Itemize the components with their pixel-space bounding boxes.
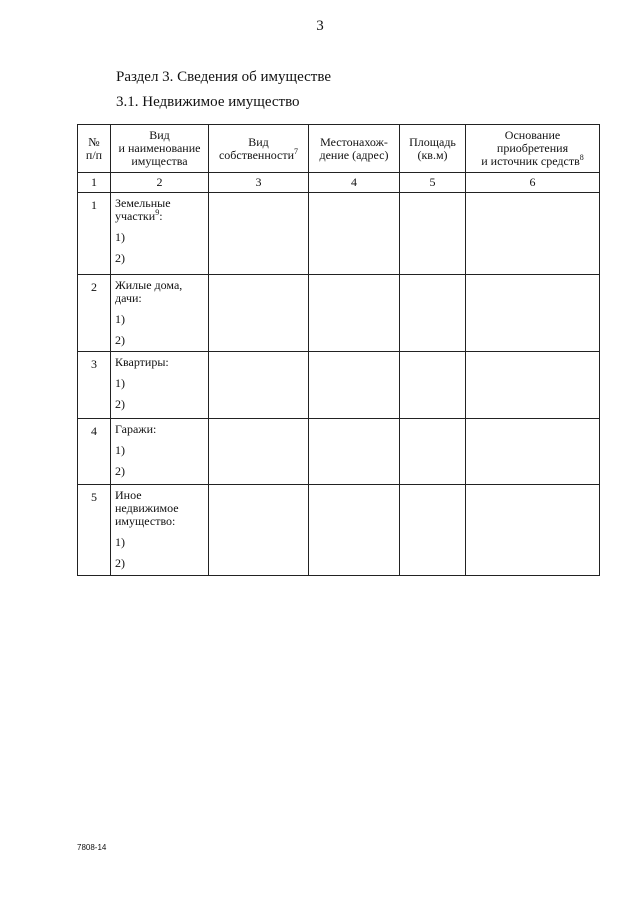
column-number: 2 [111, 173, 209, 193]
area-cell[interactable] [400, 419, 466, 485]
column-number-row [78, 173, 600, 193]
sub-item-2: 2) [115, 251, 125, 265]
header-number [78, 125, 111, 173]
footnote-ref: 8 [579, 153, 584, 162]
location-cell[interactable] [309, 419, 400, 485]
sub-item-1: 1) [115, 376, 125, 390]
sub-item-2: 2) [115, 397, 125, 411]
ownership-cell[interactable] [209, 193, 309, 275]
basis-cell[interactable] [466, 419, 600, 485]
row-number: 1 [78, 193, 111, 275]
section-title: Раздел 3. Сведения об имуществе [116, 69, 331, 85]
property-type-label: Гаражи: [115, 422, 157, 436]
header-text: Площадь [409, 134, 456, 149]
sub-item-2: 2) [115, 333, 125, 347]
header-text: (кв.м) [417, 147, 448, 162]
area-cell[interactable] [400, 275, 466, 352]
label-line: недвижимое [115, 501, 179, 515]
label-line: Земельные [115, 196, 171, 210]
location-cell[interactable] [309, 485, 400, 576]
property-type-cell[interactable] [111, 485, 209, 576]
label-line: имущество: [115, 514, 176, 528]
basis-cell[interactable] [466, 275, 600, 352]
header-text: и источник средств [481, 154, 580, 168]
footer-code: 7808-14 [77, 843, 107, 852]
row-number: 3 [78, 352, 111, 419]
real-estate-table [77, 124, 600, 576]
label-line: Иное [115, 488, 142, 502]
ownership-cell[interactable] [209, 275, 309, 352]
table-row [78, 275, 600, 352]
row-number: 2 [78, 275, 111, 352]
ownership-cell[interactable] [209, 352, 309, 419]
header-text: Вид [149, 128, 170, 142]
header-text: Местонахож- [320, 134, 388, 149]
sub-item-2: 2) [115, 464, 125, 478]
property-type-cell[interactable] [111, 419, 209, 485]
location-cell[interactable] [309, 275, 400, 352]
header-text: п/п [85, 147, 103, 162]
header-property-type [111, 125, 209, 173]
property-type-label: Квартиры: [115, 355, 169, 369]
label-suffix: : [159, 209, 163, 223]
subsection-title: 3.1. Недвижимое имущество [116, 94, 300, 110]
sub-item-1: 1) [115, 443, 125, 457]
header-ownership [209, 125, 309, 173]
header-location [309, 125, 400, 173]
basis-cell[interactable] [466, 485, 600, 576]
property-type-cell[interactable] [111, 193, 209, 275]
property-type-label [115, 197, 204, 223]
page-number: 3 [316, 18, 324, 34]
area-cell[interactable] [400, 352, 466, 419]
header-area [400, 125, 466, 173]
row-number: 5 [78, 485, 111, 576]
sub-item-1: 1) [115, 312, 125, 326]
sub-item-1: 1) [115, 535, 125, 549]
footnote-ref: 9 [155, 208, 160, 217]
header-text: приобретения [496, 141, 569, 155]
table-row [78, 419, 600, 485]
column-number: 1 [78, 173, 111, 193]
table-row [78, 352, 600, 419]
column-number: 5 [400, 173, 466, 193]
area-cell[interactable] [400, 485, 466, 576]
label-line: участки [115, 209, 156, 223]
label-line: дачи: [115, 291, 142, 305]
property-type-cell[interactable] [111, 275, 209, 352]
header-basis [466, 125, 600, 173]
property-type-label [115, 279, 204, 305]
column-number: 3 [209, 173, 309, 193]
header-text: имущества [131, 154, 188, 168]
location-cell[interactable] [309, 352, 400, 419]
header-text: Вид [248, 134, 269, 149]
ownership-cell[interactable] [209, 485, 309, 576]
column-number: 4 [309, 173, 400, 193]
table-header-row [78, 125, 600, 173]
sub-item-1: 1) [115, 230, 125, 244]
header-text: № [88, 134, 100, 149]
column-number: 6 [466, 173, 600, 193]
property-type-cell[interactable] [111, 352, 209, 419]
header-text: дение (адрес) [319, 147, 389, 162]
ownership-cell[interactable] [209, 419, 309, 485]
header-text: собственности [218, 147, 295, 162]
location-cell[interactable] [309, 193, 400, 275]
header-text: Основание [504, 128, 561, 142]
sub-item-2: 2) [115, 556, 125, 570]
label-line: Жилые дома, [115, 278, 183, 292]
table-row [78, 485, 600, 576]
footnote-ref: 7 [294, 146, 299, 156]
area-cell[interactable] [400, 193, 466, 275]
property-type-label [115, 489, 204, 528]
row-number: 4 [78, 419, 111, 485]
table-row [78, 193, 600, 275]
header-text: и наименование [118, 141, 201, 155]
basis-cell[interactable] [466, 193, 600, 275]
basis-cell[interactable] [466, 352, 600, 419]
